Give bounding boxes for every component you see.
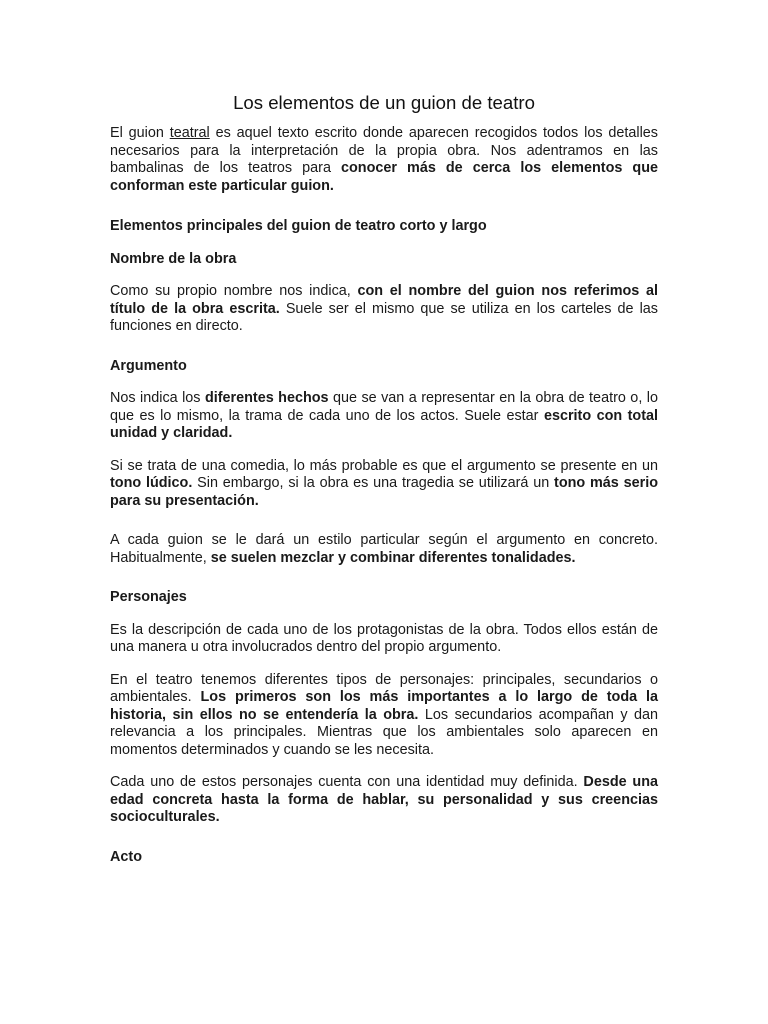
argumento-paragraph-1	[110, 390, 658, 443]
nombre-paragraph	[110, 283, 658, 336]
argumento-p1-text-1: Nos indica los	[110, 390, 205, 406]
intro-text-1: El guion	[110, 125, 170, 141]
argumento-p2-bold-2: tono más serio para su presentación.	[110, 475, 659, 509]
argumento-paragraph-3	[110, 532, 658, 567]
argumento-p1-bold-1: diferentes hechos	[204, 390, 329, 406]
argumento-p2-text-1: Si se trata de una comedia, lo más probable es que el argumento se presente en un	[110, 457, 658, 474]
nombre-text-2: Suele ser el mismo que se utiliza en los carteles de las funciones en directo.	[110, 300, 658, 334]
personajes-paragraph-1	[110, 622, 658, 657]
argumento-p1-bold-2: escrito con total unidad y claridad.	[110, 407, 658, 441]
argumento-p3-text-1: A cada guion se le dará un estilo particular según el argumento en concreto. Habitualmente,	[110, 532, 658, 566]
intro-text-2: es aquel texto escrito donde aparecen recogidos todos los detalles necesarios para la interpretación de la propia obra. Nos adentramos en las bambalinas de los teatros para	[110, 125, 658, 176]
personajes-paragraph-2	[110, 672, 658, 760]
page-title: Los elementos de un guion de teatro	[233, 92, 535, 113]
intro-bold-1: conocer más de cerca los elementos que conforman este particular guion.	[110, 160, 658, 194]
argumento-p3-bold-1: se suelen mezclar y combinar diferentes tonalidades.	[210, 549, 576, 566]
intro-paragraph	[110, 125, 658, 195]
personajes-p3-text-1: Cada uno de estos personajes cuenta con una identidad muy definida.	[110, 774, 584, 790]
argumento-paragraph-2	[110, 458, 658, 511]
nombre-bold-1: con el nombre del guion nos referimos al título de la obra escrita.	[110, 283, 659, 317]
argumento-p2-text-2: Sin embargo, si la obra es una tragedia se utilizará un	[192, 475, 555, 491]
heading-acto: Acto	[110, 848, 142, 865]
heading-personajes: Personajes	[110, 589, 187, 605]
argumento-p1-text-2: que se van a representar en la obra de teatro o, lo que es lo mismo, la trama de cada uno de los actos. Suele estar	[110, 390, 658, 424]
section-heading-main: Elementos principales del guion de teatro corto y largo	[110, 218, 487, 234]
personajes-paragraph-3	[110, 774, 658, 827]
document-body	[110, 92, 658, 866]
heading-nombre: Nombre de la obra	[110, 250, 237, 267]
personajes-p1-text-1: Es la descripción de cada uno de los protagonistas de la obra. Todos ellos están de una manera u otra involucrados dentro del propio argumento.	[110, 621, 658, 655]
personajes-p2-text-2: Los secundarios acompañan y dan relevancia a los principales. Mientras que los ambientales solo aparecen en momentos determinados y cuando se les necesita.	[110, 706, 658, 758]
personajes-p2-text-1: En el teatro tenemos diferentes tipos de personajes: principales, secundarios o ambientales.	[110, 671, 658, 705]
teatral-link[interactable]: teatral	[169, 125, 210, 141]
heading-argumento: Argumento	[110, 357, 187, 374]
nombre-text-1: Como su propio nombre nos indica,	[110, 283, 358, 299]
personajes-p2-bold-1: Los primeros son los más importantes a lo largo de toda la historia, sin ellos no se entendería la obra.	[110, 689, 658, 723]
personajes-p3-bold-1: Desde una edad concreta hasta la forma de hablar, su personalidad y sus creencias socioculturales.	[110, 774, 658, 825]
argumento-p2-bold-1: tono lúdico.	[110, 475, 193, 491]
